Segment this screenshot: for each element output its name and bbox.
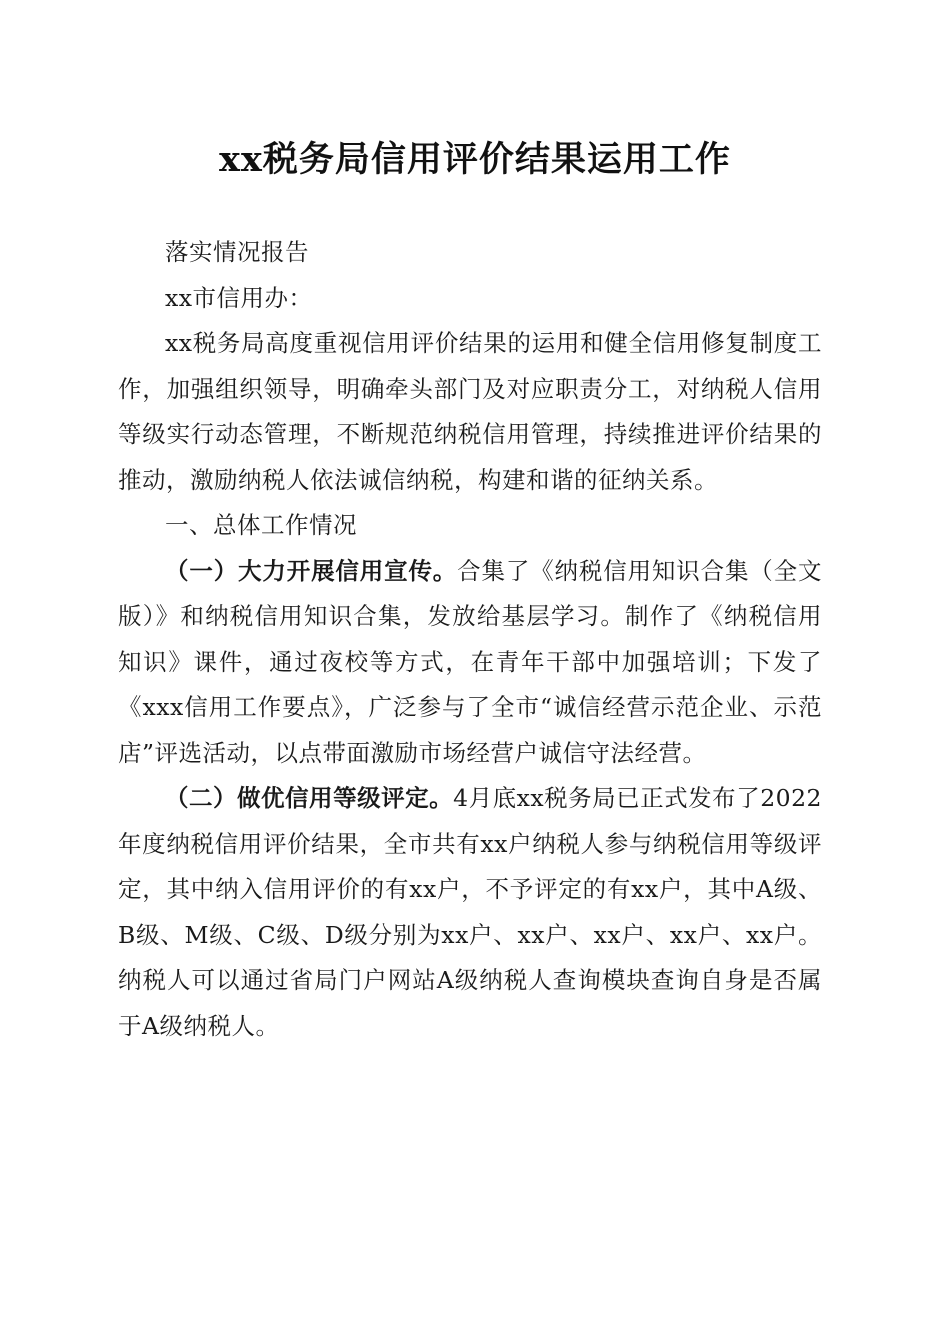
intro-paragraph: xx税务局高度重视信用评价结果的运用和健全信用修复制度工作，加强组织领导，明确牵头部门及对应职责分工，对纳税人信用等级实行动态管理，不断规范纳税信用管理，持续推进评价结果的推动，激励纳税人依法诚信纳税，构建和谐的征纳关系。 — [118, 329, 822, 494]
document-subtitle: 落实情况报告 — [165, 238, 309, 266]
section-heading-1: 一、总体工作情况 — [165, 511, 357, 539]
document-title: xx税务局信用评价结果运用工作 — [219, 139, 731, 180]
item-paragraph-2 — [118, 776, 822, 1049]
item-lead-2: （二）做优信用等级评定。 — [165, 784, 454, 812]
item-text-2: 4月底xx税务局已正式发布了2022年度纳税信用评价结果，全市共有xx户纳税人参与纳税信用等级评定，其中纳入信用评价的有xx户，不予评定的有xx户，其中A级、B级、M级、C级、D级分别为xx户、xx户、xx户、xx户、xx户。纳税人可以通过省局门户网站A级纳税人查询模块查询自身是否属于A级纳税人。 — [118, 784, 823, 1040]
salutation: xx市信用办： — [165, 283, 313, 312]
item-text-1: 合集了《纳税信用知识合集（全文版）》和纳税信用知识合集，发放给基层学习。制作了《纳税信用知识》课件，通过夜校等方式，在青年干部中加强培训；下发了《xxx信用工作要点》，广泛参与了全市“诚信经营示范企业、示范店”评选活动，以点带面激励市场经营户诚信守法经营。 — [118, 556, 823, 767]
item-lead-1: （一）大力开展信用宣传。 — [165, 556, 458, 585]
document-body — [118, 230, 822, 1049]
item-paragraph-1 — [118, 549, 822, 777]
